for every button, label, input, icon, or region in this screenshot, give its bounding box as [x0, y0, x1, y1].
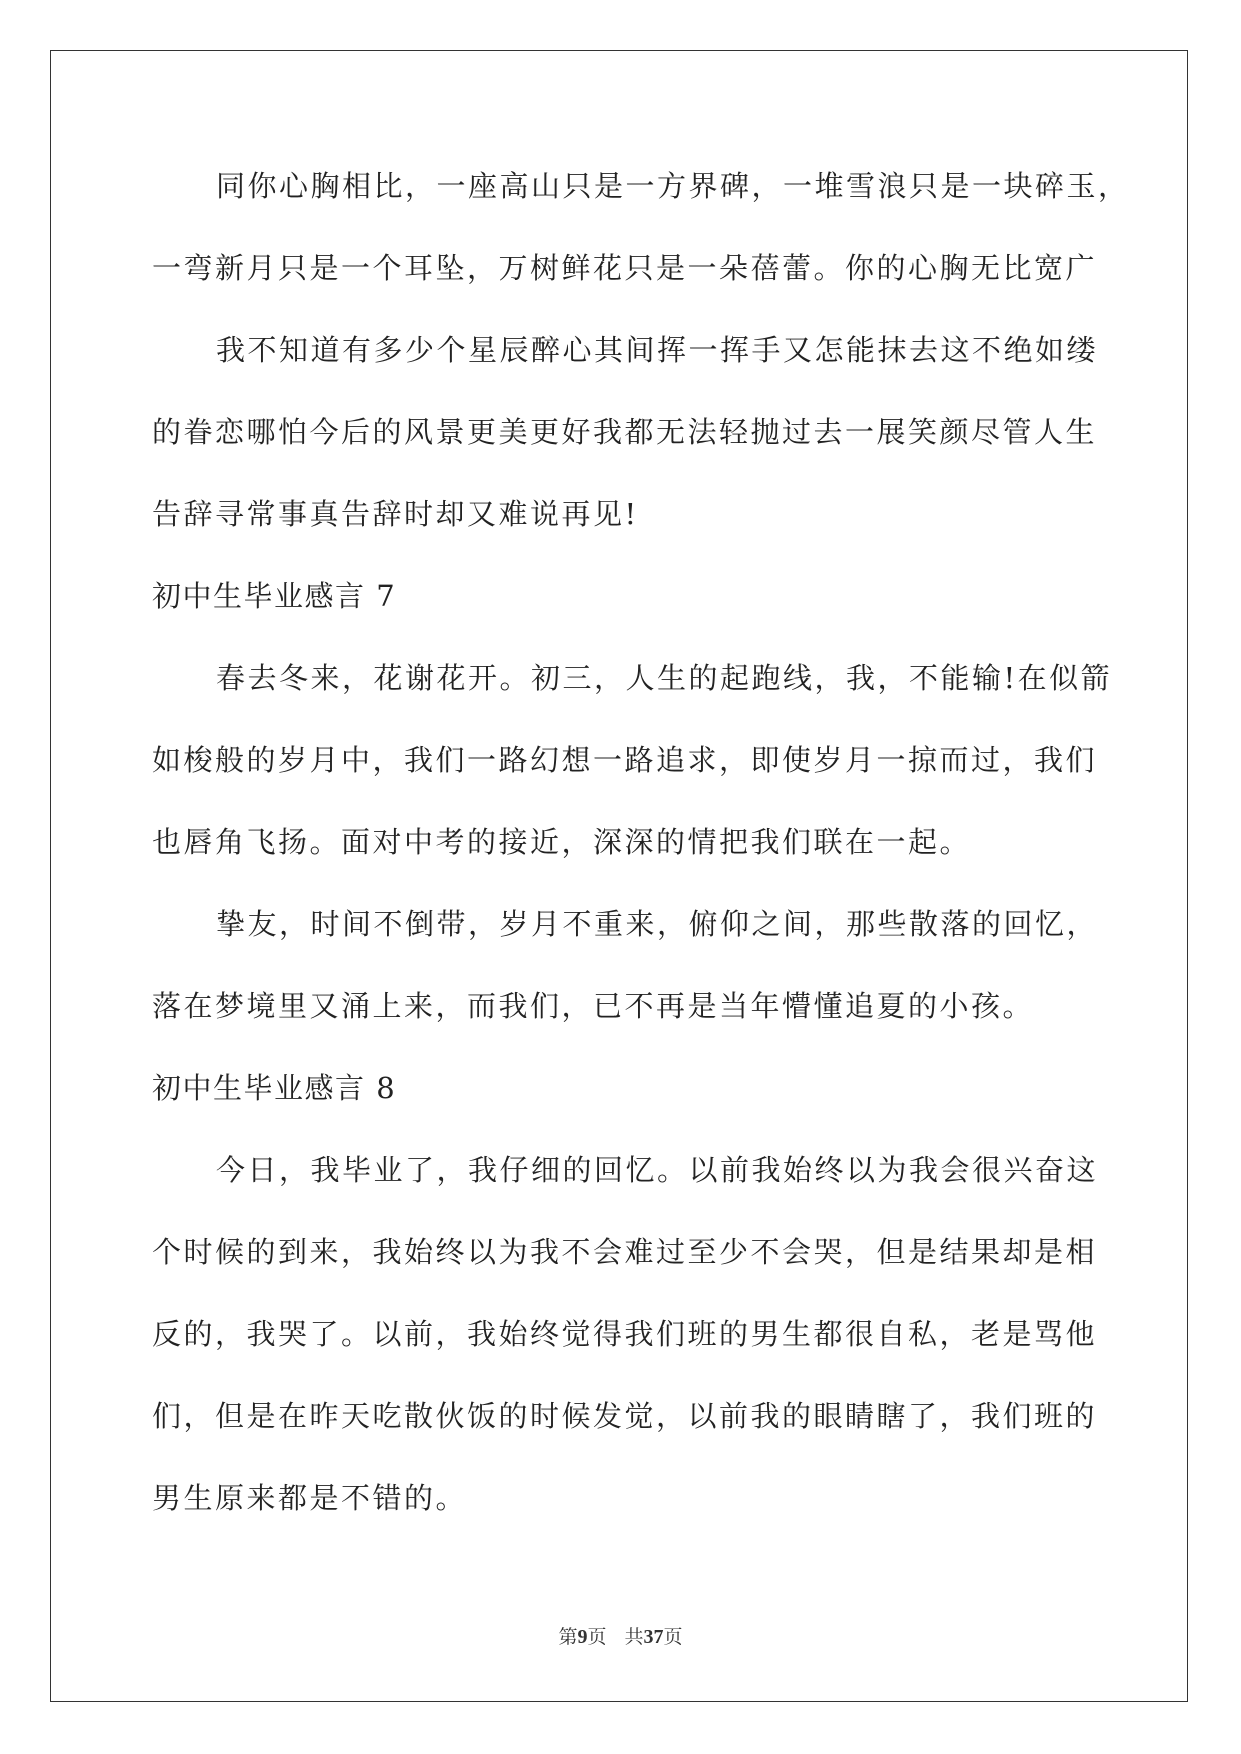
total-suffix: 页: [663, 1626, 683, 1648]
page-prefix: 第: [558, 1626, 578, 1648]
paragraph-line: 如梭般的岁月中，我们一路幻想一路追求，即使岁月一掠而过，我们: [152, 743, 1098, 777]
page-suffix: 页: [587, 1626, 607, 1648]
section-heading: 初中生毕业感言 7: [152, 579, 397, 613]
section-heading: 初中生毕业感言 8: [152, 1071, 397, 1105]
paragraph-line: 我不知道有多少个星辰醉心其间挥一挥手又怎能抹去这不绝如缕: [216, 333, 1099, 367]
paragraph-line: 们，但是在昨天吃散伙饭的时候发觉，以前我的眼睛瞎了，我们班的: [152, 1399, 1098, 1433]
paragraph-line: 也唇角飞扬。面对中考的接近，深深的情把我们联在一起。: [152, 825, 972, 859]
page-number: 9: [577, 1626, 588, 1648]
total-prefix: 共: [624, 1626, 644, 1648]
page-footer: [0, 1622, 1241, 1649]
paragraph-line: 今日，我毕业了，我仔细的回忆。以前我始终以为我会很兴奋这: [216, 1153, 1099, 1187]
document-body: [152, 160, 1130, 1554]
paragraph-line: 春去冬来，花谢花开。初三，人生的起跑线，我，不能输!在似箭: [216, 661, 1113, 695]
paragraph-line: 个时候的到来，我始终以为我不会难过至少不会哭，但是结果却是相: [152, 1235, 1098, 1269]
paragraph-line: 挚友，时间不倒带，岁月不重来，俯仰之间，那些散落的回忆，: [216, 907, 1099, 941]
paragraph-line: 的眷恋哪怕今后的风景更美更好我都无法轻抛过去一展笑颜尽管人生: [152, 415, 1098, 449]
paragraph-line: 同你心胸相比，一座高山只是一方界碑，一堆雪浪只是一块碎玉，: [216, 169, 1130, 203]
total-pages: 37: [643, 1626, 664, 1648]
paragraph-line: 男生原来都是不错的。: [152, 1481, 468, 1515]
paragraph-line: 落在梦境里又涌上来，而我们，已不再是当年懵懂追夏的小孩。: [152, 989, 1035, 1023]
paragraph-line: 反的，我哭了。以前，我始终觉得我们班的男生都很自私，老是骂他: [152, 1317, 1098, 1351]
paragraph-line: 告辞寻常事真告辞时却又难说再见!: [152, 497, 639, 531]
paragraph-line: 一弯新月只是一个耳坠，万树鲜花只是一朵蓓蕾。你的心胸无比宽广: [152, 251, 1098, 285]
